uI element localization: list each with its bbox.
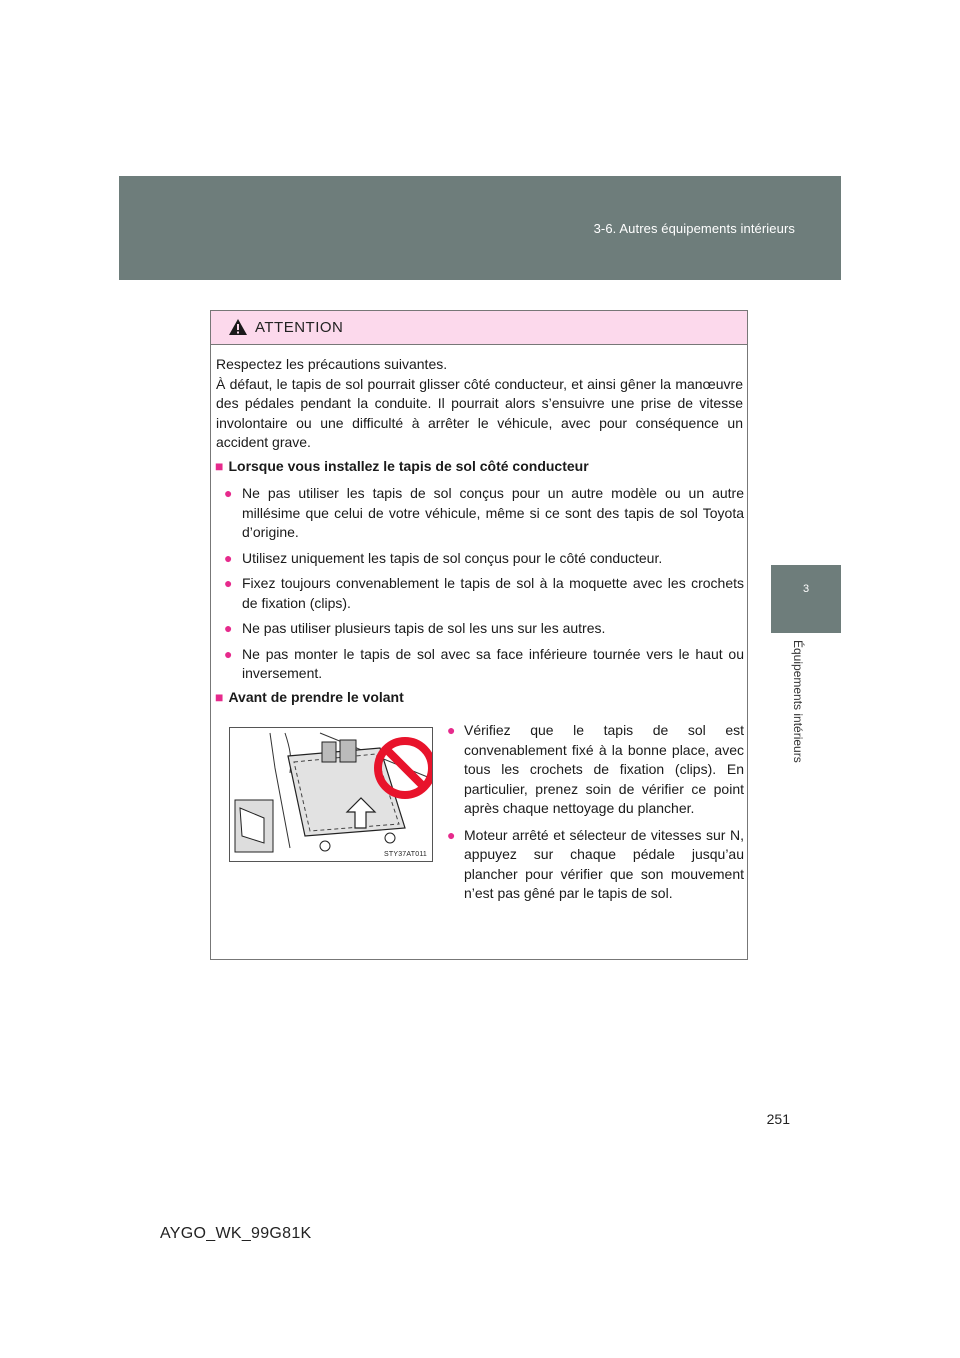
square-bullet-icon: ■ <box>215 689 224 705</box>
warning-title: ATTENTION <box>255 319 344 336</box>
bullet-icon: ● <box>224 620 233 636</box>
install-list <box>211 484 744 684</box>
list-item-text: Ne pas utiliser plusieurs tapis de sol les uns sur les autres. <box>242 620 606 636</box>
list-item <box>441 721 744 819</box>
before-driving-list <box>441 721 744 911</box>
chapter-number: 3 <box>802 583 810 595</box>
bullet-icon: ● <box>224 575 233 591</box>
list-item-text: Utilisez uniquement les tapis de sol conçus pour le côté conducteur. <box>242 549 663 566</box>
intro-text: À défaut, le tapis de sol pourrait glisser côté conducteur, et ainsi gêner la manœuvre des pédales pendant la conduite. Il pourrait alors s’ensuivre une prise de vitesse involontaire ou une difficulté à arrêter le véhicule, avec pour conséquence un accident grave. <box>216 375 743 450</box>
bullet-icon: ● <box>224 645 233 662</box>
bullet-icon: ● <box>224 549 233 566</box>
section-heading-text: Avant de prendre le volant <box>228 689 404 705</box>
warning-intro <box>216 355 743 453</box>
list-item-text: Vérifiez que le tapis de sol est convenablement fixé à la bonne place, avec tous les crochets de fixation (clips). En particulier, prenez soin de vérifier ce point après chaque nettoyage du plancher. <box>464 722 744 816</box>
square-bullet-icon: ■ <box>215 458 224 474</box>
floor-mat-drawing <box>230 728 432 861</box>
list-item-text: Moteur arrêté et sélecteur de vitesses sur N, appuyez sur chaque pédale jusqu’au plancher pour vérifier que son mouvement n’est pas gêné par le tapis de sol. <box>464 826 744 901</box>
list-item <box>211 645 744 684</box>
bullet-icon: ● <box>224 485 233 501</box>
document-code: AYGO_WK_99G81K <box>160 1225 312 1242</box>
list-item <box>211 619 744 639</box>
list-item-text: Ne pas monter le tapis de sol avec sa face inférieure tournée vers le haut ou inversement. <box>242 645 744 681</box>
chapter-label: Équipements intérieurs <box>791 640 805 763</box>
floor-mat-illustration <box>229 727 433 862</box>
bullet-icon: ● <box>447 722 456 738</box>
bullet-icon: ● <box>447 826 456 843</box>
section-heading-install <box>215 458 589 474</box>
warning-box <box>210 310 748 960</box>
list-item-text: Fixez toujours convenablement le tapis de sol à la moquette avec les crochets de fixation (clips). <box>242 575 744 611</box>
section-title: 3-6. Autres équipements intérieurs <box>593 221 795 236</box>
page-number: 251 <box>766 1111 790 1127</box>
list-item <box>211 549 744 569</box>
list-item <box>211 484 744 543</box>
list-item <box>211 574 744 613</box>
warning-header <box>211 311 747 345</box>
header-band <box>119 176 841 280</box>
section-heading-before-driving <box>215 689 404 705</box>
warning-triangle-icon <box>228 318 248 336</box>
chapter-tab <box>771 565 841 633</box>
list-item <box>441 826 744 904</box>
figure-caption: STY37AT011 <box>384 851 427 858</box>
list-item-text: Ne pas utiliser les tapis de sol conçus pour un autre modèle ou un autre millésime que celui de votre véhicule, même si ce sont des tapis de sol Toyota d’origine. <box>242 485 744 540</box>
section-heading-text: Lorsque vous installez le tapis de sol côté conducteur <box>228 458 589 474</box>
intro-line: Respectez les précautions suivantes. <box>216 356 448 372</box>
